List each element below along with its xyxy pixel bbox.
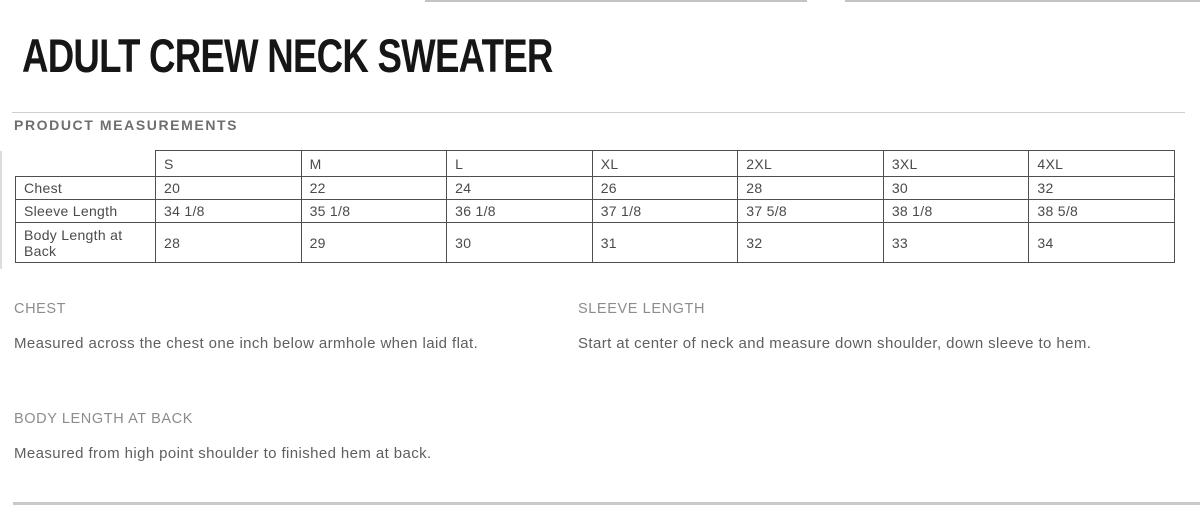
table-cell: 31 [592,223,738,263]
table-cell: 28 [738,177,884,200]
table-header-row [16,151,1175,177]
top-edge-line-left [425,0,807,2]
table-cell: 28 [156,223,302,263]
table-cell: 38 5/8 [1029,200,1175,223]
size-header: 2XL [738,151,884,177]
row-label: Chest [16,177,156,200]
size-header: L [447,151,593,177]
table-cell: 35 1/8 [301,200,447,223]
description-body-length [14,411,562,469]
row-label: Sleeve Length [16,200,156,223]
section-divider [12,112,1185,113]
description-heading: BODY LENGTH AT BACK [14,411,194,427]
description-sleeve-length [578,301,1123,359]
table-cell: 36 1/8 [447,200,593,223]
top-edge-line-right [845,0,1200,2]
table-cell: 32 [1029,177,1175,200]
row-label: Body Length at Back [16,223,156,263]
section-heading: PRODUCT MEASUREMENTS [14,117,239,133]
table-cell: 30 [447,223,593,263]
size-header: 3XL [883,151,1029,177]
table-cell: 37 5/8 [738,200,884,223]
table-cell: 37 1/8 [592,200,738,223]
size-header: M [301,151,447,177]
description-text: Measured from high point shoulder to finished hem at back. [14,445,432,462]
table-cell: 26 [592,177,738,200]
description-text: Measured across the chest one inch below armhole when laid flat. [14,335,479,352]
table-cell: 29 [301,223,447,263]
bottom-edge-bar [13,502,1200,505]
measurements-table [15,150,1175,263]
size-header: S [156,151,302,177]
size-header: 4XL [1029,151,1175,177]
table-cell: 20 [156,177,302,200]
page-title: ADULT CREW NECK SWEATER [22,29,553,82]
table-row [16,200,1175,223]
table-corner-cell [16,151,156,177]
table-cell: 30 [883,177,1029,200]
table-cell: 34 1/8 [156,200,302,223]
table-cell: 22 [301,177,447,200]
table-row [16,177,1175,200]
description-heading: CHEST [14,301,67,317]
table-cell: 38 1/8 [883,200,1029,223]
description-heading: SLEEVE LENGTH [578,301,706,317]
left-edge-sliver [0,151,2,269]
table-cell: 33 [883,223,1029,263]
table-cell: 32 [738,223,884,263]
table-row [16,223,1175,263]
description-text: Start at center of neck and measure down shoulder, down sleeve to hem. [578,335,1092,352]
table-cell: 24 [447,177,593,200]
size-header: XL [592,151,738,177]
table-cell: 34 [1029,223,1175,263]
description-chest [14,301,562,359]
